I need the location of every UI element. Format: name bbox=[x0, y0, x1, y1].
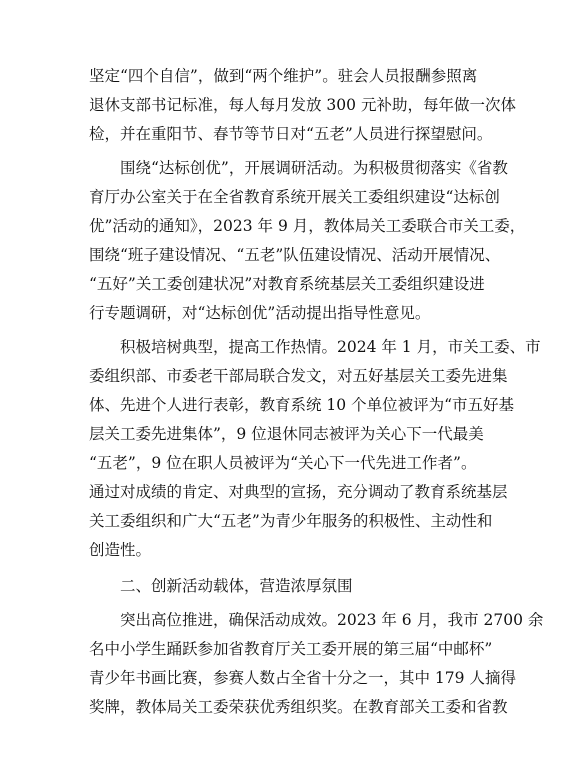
text-line: 围绕“达标创优”，开展调研活动。为积极贯彻落实《省教 bbox=[120, 159, 508, 177]
text-line: 关工委组织和广大“五老”为青少年服务的积极性、主动性和 bbox=[89, 512, 493, 530]
paragraph-4 bbox=[89, 606, 544, 722]
text-line: 优”活动的通知》，2023 年 9 月，教体局关工委联合市关工委， bbox=[89, 217, 526, 235]
text-line: 育厅办公室关于在全省教育系统开展关工委组织建设“达标创 bbox=[89, 188, 500, 206]
text-line: 创造性。 bbox=[89, 541, 152, 559]
paragraph-3 bbox=[89, 333, 541, 565]
text-line: 坚定“四个自信”，做到“两个维护”。驻会人员报酬参照离 bbox=[89, 67, 478, 85]
text-line: 退休支部书记标准，每人每月发放 300 元补助，每年做一次体 bbox=[89, 96, 516, 114]
text-line: 层关工委先进集体”，9 位退休同志被评为关心下一代最美 bbox=[89, 425, 484, 443]
section-heading: 二、创新活动载体，营造浓厚氛围 bbox=[120, 577, 353, 595]
text-line: 名中小学生踊跃参加省教育厅关工委开展的第三届“中邮杯” bbox=[89, 640, 493, 658]
document-page bbox=[89, 62, 544, 722]
text-line: 围绕“班子建设情况、“五老”队伍建设情况、活动开展情况、 bbox=[89, 246, 501, 264]
text-line: 通过对成绩的肯定、对典型的宣扬，充分调动了教育系统基层 bbox=[89, 483, 508, 501]
text-line: 积极培树典型，提高工作热情。2024 年 1 月，市关工委、市 bbox=[120, 338, 541, 356]
text-line: 行专题调研，对“达标创优”活动提出指导性意见。 bbox=[89, 304, 431, 322]
paragraph-1 bbox=[89, 62, 516, 149]
text-line: 检，并在重阳节、春节等节日对“五老”人员进行探望慰问。 bbox=[89, 125, 493, 143]
text-line: 奖牌，教体局关工委荣获优秀组织奖。在教育部关工委和省教 bbox=[89, 698, 508, 716]
text-line: 委组织部、市委老干部局联合发文，对五好基层关工委先进集 bbox=[89, 367, 508, 385]
text-line: “五老”，9 位在职人员被评为“关心下一代先进工作者”。 bbox=[89, 454, 477, 472]
text-line: 突出高位推进，确保活动成效。2023 年 6 月，我市 2700 余 bbox=[120, 611, 544, 629]
text-line: “五好”关工委创建状况”对教育系统基层关工委组织建设进 bbox=[89, 275, 485, 293]
paragraph-2 bbox=[89, 154, 526, 328]
text-line: 青少年书画比赛，参赛人数占全省十分之一，其中 179 人摘得 bbox=[89, 669, 516, 687]
text-line: 体、先进个人进行表彰，教育系统 10 个单位被评为“市五好基 bbox=[89, 396, 515, 414]
